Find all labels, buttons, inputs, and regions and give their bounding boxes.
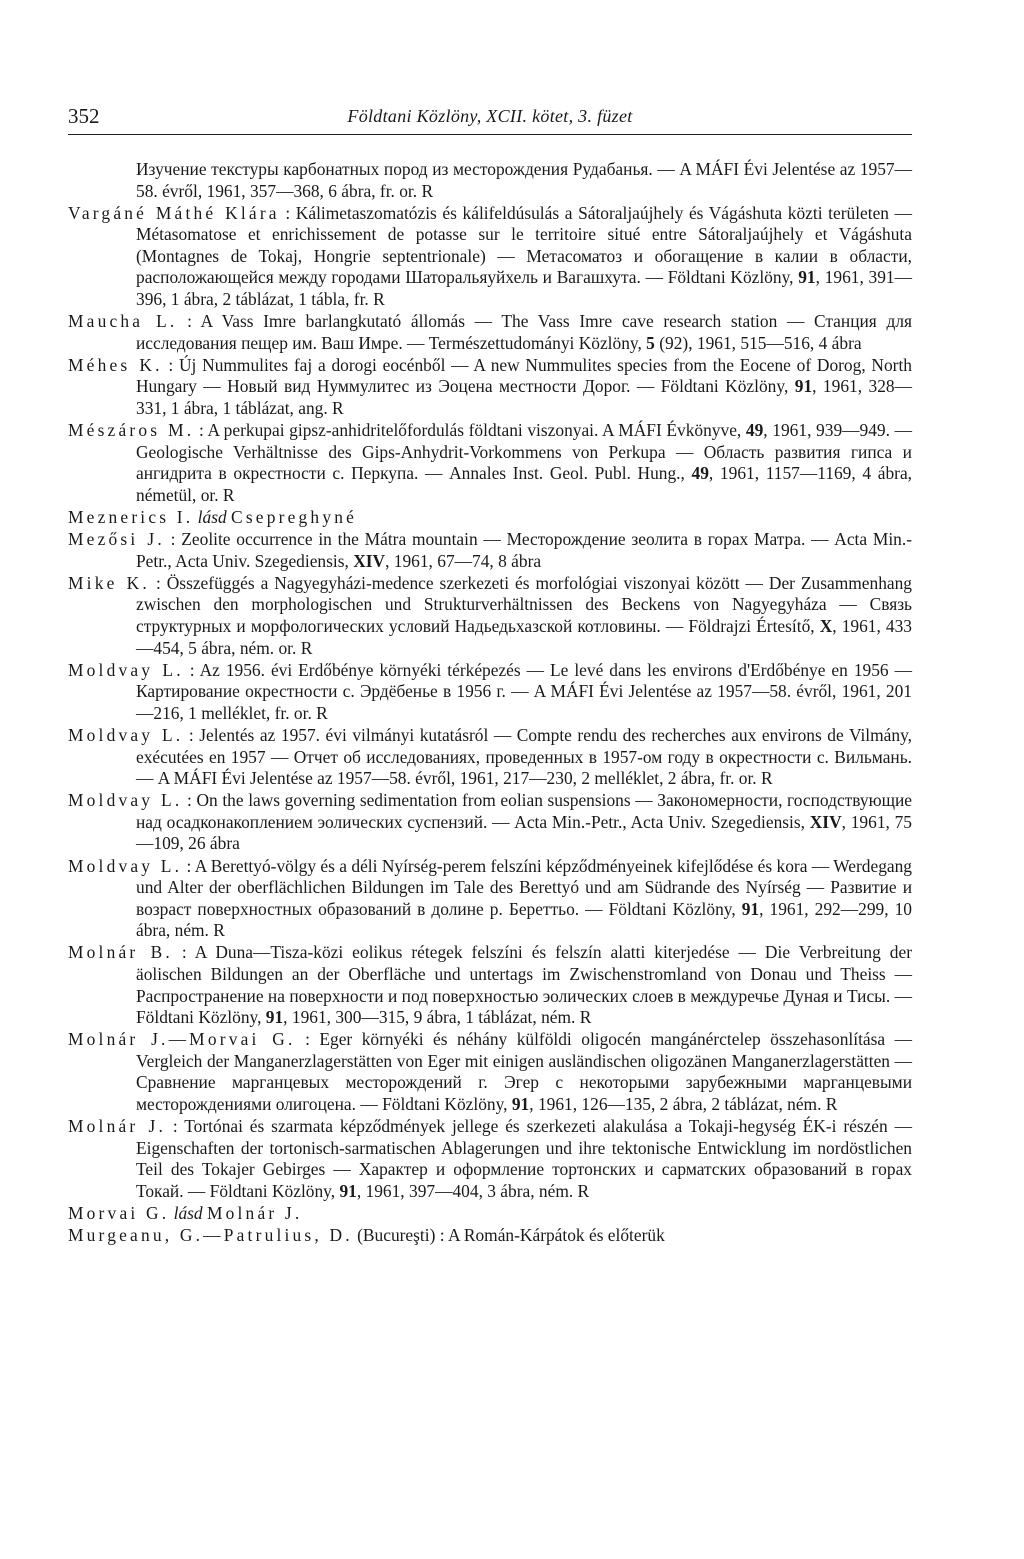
entry-author: Murgeanu, G.—Patrulius, D. [68,1225,353,1246]
bibliography-entry [68,1029,912,1115]
entry-author: Molnár J.—Morvai G. [68,1029,296,1050]
entry-details: , 1961, 300—315, 9 ábra, 1 táblázat, ném. R [283,1007,592,1028]
entry-text: : Tortónai és szarmata képződmények jellege és szerkezeti alakulása a Tokaji-hegység ÉK-i részén — Eigenschaften der tortonisch-sarmatischen Ablagerungen und ihre tektonische Entwicklung im nordöstlichen Teil des Tokajer Gebirges — Характер и оформление тортонских и сарматских образований в горах Токай. — Földtani Közlöny, [136,1116,912,1201]
entry-author: Vargáné Máthé Klára [68,202,280,223]
entry-author: Molnár J. [68,1116,166,1137]
entry-volume-2: 49 [691,463,709,484]
bibliography-entry [68,355,912,420]
entry-text: : A perkupai gipsz-anhidritelőfordulás földtani viszonyai. A MÁFI Évkönyve, [198,420,746,441]
entry-author: Méhes K. [68,354,163,375]
bibliography-entry [68,311,912,354]
entry-text: : Eger környéki és néhány külföldi oligocén mangánérctelep összehasonlítása — Vergleich der Manganerzlagerstätten von Eger mit einigen ausländischen oligozänen Manganerzlagerstätten — Сравнение марганцевых месторождений г. Эгер с некоторыми зарубежными марганцевыми месторождениями олигоцена. — Földtani Közlöny, [136,1029,912,1115]
bibliography-entry [68,790,912,855]
bibliography-entry [68,159,912,202]
bibliography-entry [68,573,912,659]
entry-author: Moldvay L. [68,790,183,811]
entry-details: , 1961, 397—404, 3 ábra, ném. R [356,1180,590,1201]
entry-text: : Új Nummulites faj a dorogi eocénből — A new Nummulites species from the Eocene of Dorog, North Hungary — Новый вид Нуммулитес из Эоцена местности Дорог. — Földtani Közlöny, [136,354,913,397]
entry-text: : Jelentés az 1957. évi vilmányi kutatásról — Compte rendu des recherches aux environs de Vilmány, exécutées en 1957 — Отчет об исследованиях, проведенных в 1957-ом году в окрестности с. Вильмань. — A MÁFI Évi Jelentése az 1957—58. évről, 1961, 217—230, 2 melléklet, 2 ábra, fr. or. R [136,724,912,789]
running-title: Földtani Közlöny, XCII. kötet, 3. füzet [347,106,633,126]
entry-volume: XIV [809,811,842,832]
entry-volume: 91 [741,898,760,919]
entry-text: : Összefüggés a Nagyegyházi-medence szerkezeti és morfológiai viszonyai között — Der Zusammenhang zwischen den morphologischen und Strukturverhältnissen des Beckens von Nagyegyháza — Связь структурных и морфологических условий Надьедьхазской котловины. — Földrajzi Értesítő, [136,572,912,636]
entry-volume: 91 [794,376,813,397]
entry-see-also: lásd [197,507,227,527]
entry-author: Moldvay L. [68,659,184,680]
bibliography-entry [68,1203,912,1225]
entry-volume: 91 [339,1180,357,1201]
page [68,98,912,1247]
entry-volume: 49 [745,420,764,441]
entry-volume: 91 [798,267,816,288]
entry-text: : A Duna—Tisza-közi eolikus rétegek felszíni és felszín alatti kiterjedése — Die Verbreitung der äolischen Bildungen an der Oberfläche und untertags im Zwischenstromland von Donau und Theiss — Распространение на поверхности и под поверхностью эолических слоев в междуречье Дуная и Тисы. — Földtani Közlöny, [136,942,912,1028]
entry-volume: 5 [646,332,655,353]
entry-details: , 1961, 67—74, 8 ábra [385,550,542,571]
entry-details: , 1961, 939—949. — Geologische Verhältnisse des Gips-Anhydrit-Vorkommens von Perkupa — Область развития гипса и ангидрита в окрестности с. Перкупа. — Annales Inst. Geol. Publ. Hung., [136,420,912,484]
entry-volume: XIV [353,550,386,571]
entry-volume: 91 [265,1007,284,1028]
bibliography-entry [68,420,912,506]
entry-details: , 1961, 292—299, 10 ábra, ném. R [136,898,912,941]
bibliography-entry [68,660,912,725]
page-number: 352 [68,104,100,128]
entry-see-also: lásd [173,1203,203,1223]
entry-details-2: , 1961, 1157—1169, 4 ábra, németül, or. R [136,463,913,505]
bibliography-entry [68,725,912,790]
entry-details: , 1961, 328—331, 1 ábra, 1 táblázat, ang. R [136,376,912,419]
bibliography-entry [68,856,912,942]
entry-author: Morvai G. [68,1203,170,1223]
entry-details: (92), 1961, 515—516, 4 ábra [654,332,862,353]
bibliography-entry [68,1225,912,1247]
entry-text: : Kálimetaszomatózis és kálifeldúsulás a Sátoraljaújhely és Vágáshuta közti területen — Métasomatose et enrichissement de potasse sur le territoire situé entre Sátoraljaújhely et Vágáshuta (Montagnes de Tokaj, Hongrie septentrionale) — Метасоматоз и обогащение в калии в области, расположающейся между городами Шаторальяуйхель и Вагашхута. — Földtani Közlöny, [136,202,912,288]
bibliography-entry [68,942,912,1028]
entry-cross-ref: Csepreghyné [231,507,358,527]
bibliography-entry [68,1116,912,1202]
entry-author: Moldvay L. [68,724,184,745]
bibliography-list [68,159,912,1247]
entry-author: Meznerics I. [68,507,194,527]
entry-text: : Zeolite occurrence in the Mátra mountain — Месторождение зеолита в горах Матра. — Acta Min.-Petr., Acta Univ. Szegediensis, [136,529,912,571]
entry-author: Mezősi J. [68,529,165,550]
entry-details: , 1961, 391—396, 1 ábra, 2 táblázat, 1 tábla, fr. R [136,267,912,310]
entry-volume: X [819,615,833,636]
entry-details: , 1961, 75—109, 26 ábra [136,811,912,854]
entry-text: (Bucureşti) : A Román-Kárpátok és előterük [352,1225,665,1246]
entry-details: , 1961, 433—454, 5 ábra, ném. or. R [136,615,912,658]
bibliography-entry [68,507,912,529]
entry-text: : Az 1956. évi Erdőbénye környéki térképezés — Le levé dans les environs d'Erdőbénye en 1956 — Картирование окрестности с. Эрдёбенье в 1956 г. — A MÁFI Évi Jelentése az 1957—58. évről, 1961, 201—216, 1 melléklet, fr. or. R [136,659,912,723]
entry-author: Mike K. [68,572,150,593]
entry-author: Molnár B. [68,942,173,963]
entry-text: Изучение текстуры карбонатных пород из месторождения Рудабанья. — A MÁFI Évi Jelentése az 1957—58. évről, 1961, 357—368, 6 ábra, fr. or. R [136,159,912,201]
entry-author: Maucha L. [68,311,178,332]
entry-text: : A Berettyó-völgy és a déli Nyírség-perem felszíni képződményeinek kifejlődése és kora — Werdegang und Alter der oberflächlichen Bildungen im Tale des Berettyó und am Südrande des Nyírség — Развитие и возраст поверхностных образований в долине р. Береттьо. — Földtani Közlöny, [136,855,912,919]
entry-text: : A Vass Imre barlangkutató állomás — The Vass Imre cave research station — Станция для исследования пещер им. Ваш Имре. — Természettudományi Közlöny, [136,311,912,353]
entry-author: Moldvay L. [68,855,183,876]
bibliography-entry [68,529,912,572]
entry-cross-ref: Molnár J. [206,1203,303,1223]
entry-volume: 91 [511,1094,530,1115]
page-header [68,98,912,135]
entry-text: : On the laws governing sedimentation from eolian suspensions — Закономерности, господствующие над осадконакоплением эолических суспензий. — Acta Min.-Petr., Acta Univ. Szegediensis, [136,790,912,832]
entry-author: Mészáros M. [68,420,195,441]
entry-details: , 1961, 126—135, 2 ábra, 2 táblázat, ném. R [529,1094,838,1115]
bibliography-entry [68,203,912,311]
